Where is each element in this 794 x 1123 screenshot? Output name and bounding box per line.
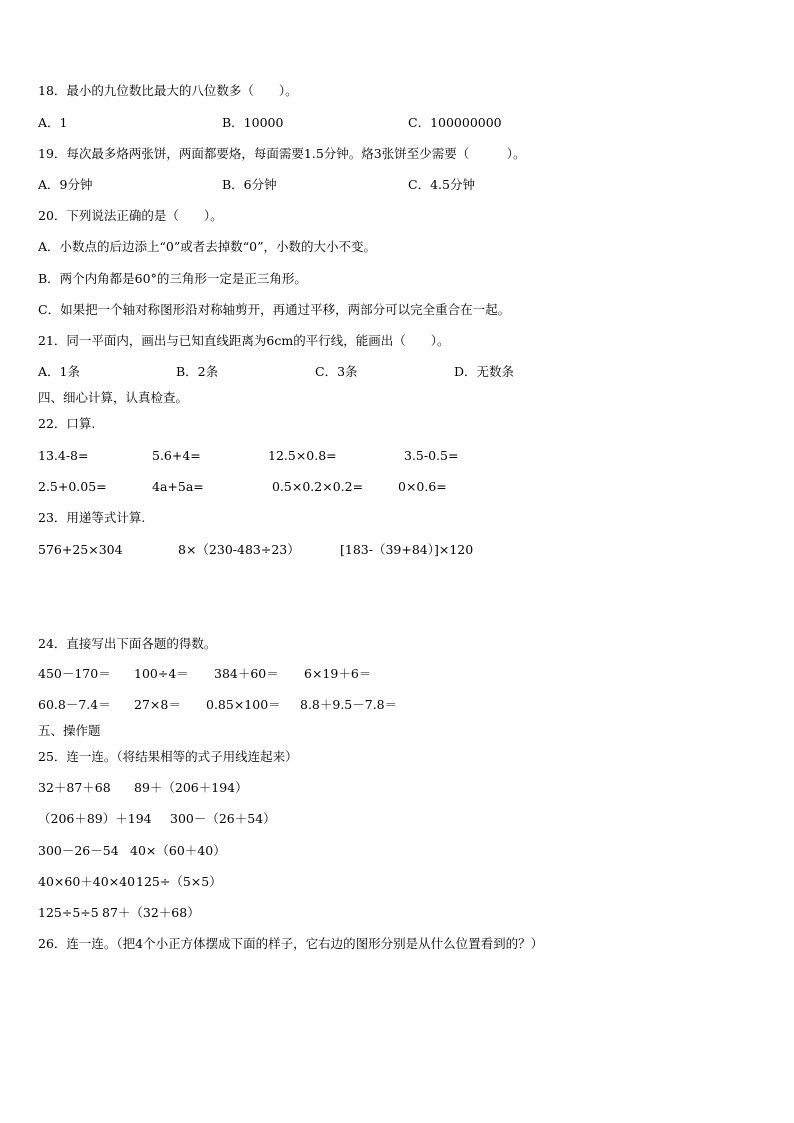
q24-item: 0.85×100＝: [206, 697, 281, 712]
q25-left-expr: （206＋89）＋194: [38, 811, 152, 826]
q21-option-c: C．3条: [315, 364, 358, 379]
q23-item: [183-（39+84）]×120: [340, 542, 474, 557]
q22-item: 0×0.6=: [398, 479, 447, 494]
q26-stem: 26．连一连。（把4个小正方体摆成下面的样子，它右边的图形分别是从什么位置看到的？）: [38, 936, 544, 951]
q23-stem: 23．用递等式计算.: [38, 510, 146, 525]
q25-right-expr: 125÷（5×5）: [136, 874, 222, 889]
q23-item: 8×（230-483÷23）: [178, 542, 300, 557]
q24-item: 450－170＝: [38, 666, 111, 681]
q22-item: 0.5×0.2×0.2=: [272, 479, 364, 494]
q25-right-expr: 40×（60＋40）: [130, 843, 226, 858]
q25-left-expr: 40×60＋40×40: [38, 874, 136, 889]
q25-stem: 25．连一连。（将结果相等的式子用线连起来）: [38, 749, 298, 764]
q24-item: 60.8－7.4＝: [38, 697, 111, 712]
q24-item: 27×8＝: [134, 697, 181, 712]
q25-left-expr: 32＋87＋68: [38, 780, 111, 795]
q24-item: 6×19＋6＝: [304, 666, 372, 681]
q22-item: 5.6+4=: [152, 448, 201, 463]
section-5-title: 五、操作题: [38, 723, 101, 738]
q22-item: 3.5-0.5=: [404, 448, 459, 463]
q18-option-b: B．10000: [222, 115, 284, 130]
q18-option-c: C．100000000: [408, 115, 502, 130]
q22-item: 2.5+0.05=: [38, 479, 107, 494]
q24-stem: 24．直接写出下面各题的得数。: [38, 636, 217, 651]
q24-item: 8.8＋9.5－7.8＝: [300, 697, 398, 712]
q20-option-a: A．小数点的后边添上“0”或者去掉数“0”，小数的大小不变。: [38, 239, 376, 254]
q18-stem: 18．最小的九位数比最大的八位数多（ ）。: [38, 83, 298, 98]
q25-right-expr: 300－（26＋54）: [170, 811, 276, 826]
q25-right-expr: 89＋（206＋194）: [134, 780, 248, 795]
q24-item: 100÷4＝: [134, 666, 189, 681]
q19-option-c: C．4.5分钟: [408, 177, 475, 192]
q21-option-a: A．1条: [38, 364, 80, 379]
q22-stem: 22．口算.: [38, 416, 96, 431]
q19-stem: 19．每次最多烙两张饼，两面都要烙，每面需要1.5分钟。烙3张饼至少需要（ ）。: [38, 146, 526, 161]
q19-option-a: A．9分钟: [38, 177, 93, 192]
q25-left-expr: 125÷5÷5: [38, 905, 99, 920]
q19-option-b: B．6分钟: [222, 177, 277, 192]
q22-item: 13.4-8=: [38, 448, 89, 463]
q25-left-expr: 300－26－54: [38, 843, 119, 858]
section-4-title: 四、细心计算，认真检查。: [38, 390, 189, 405]
q25-right-expr: 87＋（32＋68）: [102, 905, 200, 920]
q20-option-b: B．两个内角都是60°的三角形一定是正三角形。: [38, 271, 307, 286]
q21-option-b: B．2条: [176, 364, 219, 379]
q22-item: 4a+5a=: [152, 479, 204, 494]
q24-item: 384＋60＝: [214, 666, 279, 681]
q20-option-c: C．如果把一个轴对称图形沿对称轴剪开，再通过平移，两部分可以完全重合在一起。: [38, 302, 511, 317]
q21-stem: 21．同一平面内，画出与已知直线距离为6cm的平行线，能画出（ ）。: [38, 333, 450, 348]
q21-option-d: D．无数条: [454, 364, 515, 379]
q20-stem: 20．下列说法正确的是（ ）。: [38, 208, 223, 223]
q23-item: 576+25×304: [38, 542, 123, 557]
q22-item: 12.5×0.8=: [268, 448, 337, 463]
q18-option-a: A．1: [38, 115, 68, 130]
